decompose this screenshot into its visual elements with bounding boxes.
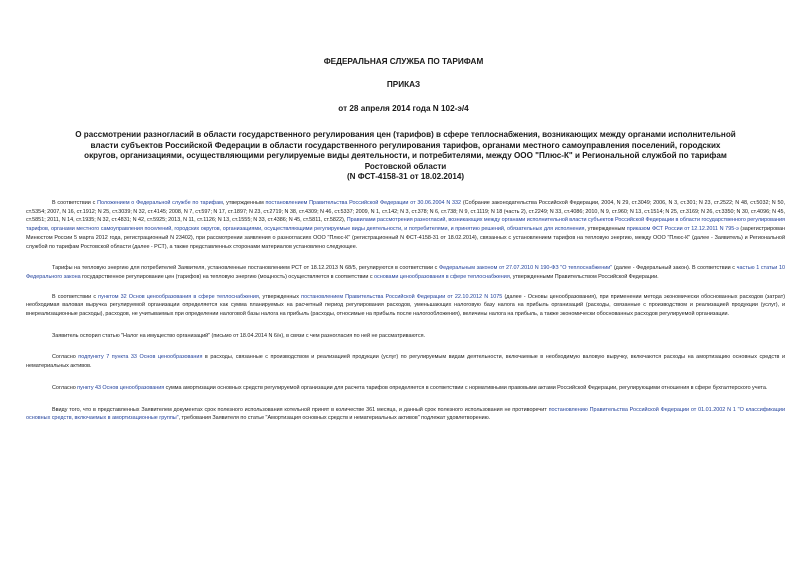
document-link[interactable]: пунктом 32 Основ ценообразования в сфере теплоснабжения (98, 293, 259, 300)
paragraph-text: Тарифы на тепловую энергию для потребителей Заявителя, установленные постановлением РСТ от 18.12.2013 N 68/5, регулируются в соответствии с (52, 265, 439, 272)
document-link[interactable]: Правилами рассмотрения разногласий, возникающих между органами исполнительной власти субъектов Российской Федерации в области государственного регулирования тарифов, органами местного самоуправления поселений, городских округов, организациями, осуществляющими регулируемые виды деятельности, и потребителями, и принятию решений, обязательных для исполнения (26, 217, 785, 233)
title-line: О рассмотрении разногласий в области государственного регулирования цен (тарифов) в сфере теплоснабжения, возникающих между органами исполнительной (75, 130, 736, 139)
title-line: Ростовской области (364, 161, 447, 171)
paragraph (26, 332, 785, 341)
title-line: (N ФСТ-4158-31 от 18.02.2014) (346, 172, 465, 182)
document-link[interactable]: основами ценообразования в сфере теплоснабжения (373, 273, 510, 280)
paragraph-text: в расходы, связанные с производством и реализацией продукции (услуг) по регулируемым видам деятельности, включаемые в необходимую валовую выручку, включаются расходы на амортизацию основных средств и нематериальных активов. (26, 354, 785, 370)
title-line: власти субъектов Российской Федерации в области государственного регулирования тарифов, органами местного самоуправления поселений, городских (90, 140, 721, 150)
paragraph-text: государственное регулирование цен (тарифов) на тепловую энергию (мощность) осуществляется в соответствии с (80, 273, 374, 280)
document-link[interactable]: пункту 43 Основ ценообразования (77, 384, 165, 391)
paragraph (26, 384, 785, 393)
paragraph-text: (далее - Федеральный закон). В соответствии с (612, 265, 737, 272)
document-link[interactable]: Положением о Федеральной службе по тарифам (97, 200, 223, 206)
paragraph-text: сумма амортизации основных средств регулируемой организации для расчета тарифов определяется в соответствии с нормативными правовыми актами Российской Федерации, регулирующими отношения в сфере бухгалтерского учета. (164, 384, 768, 391)
document-type-heading: ПРИКАЗ (386, 80, 421, 89)
paragraph-text: Согласно (52, 354, 79, 361)
title-line: округов, организациями, осуществляющими регулируемые виды деятельности, и потребителями, между ООО "Плюс-К" и Региональной службой по тарифам (84, 151, 727, 161)
paragraph-text: , утвержденным (584, 226, 627, 233)
agency-heading: ФЕДЕРАЛЬНАЯ СЛУЖБА ПО ТАРИФАМ (323, 57, 484, 66)
paragraph-text: Заявитель оспорил статью "Налог на имущество организаций" (письмо от 18.04.2014 N 6/н), в связи с чем разногласия по ней не рассматриваются. (52, 332, 426, 339)
paragraph-text: (Собрание законодательства Российской Федерации, 2004, N 29, ст.3049; 2006, N 3, ст.301; N 23, ст.2522; N 48, ст.5032; N 50, ст.5354; 2007, N 16, ст.1912; N 25, ст.3039; N 32, ст.4145; 2008, N 7, ст.597; N 17, ст.1897; N 23, ст.2719; N 38, ст.4309; N 46, ст.5337; 2009, N 1, ст.142; N 3, ст.378; N 6, ст.738; N 9, ст.1119; N 18 (часть 2), ст.2249; N 33, ст.4086; 2010, N 9, ст.960; N 13, ст.1514; N 25, ст.3169; N 26, ст.3350; N 30, ст.4096; N 45, ст.5851; 2011, N 14, ст.1935; N 32, ст.4831; N 42, ст.5925; 2013, N 11, ст.1126; N 13, ст.1555; N 33, ст.4386; N 45, ст.5811, ст.5822), (26, 200, 786, 224)
document-title (26, 130, 785, 183)
document-link[interactable]: постановлению Правительства Российской Федерации от 01.01.2002 N 1 "О классификации основных средств, включаемых в амортизационные группы" (26, 406, 785, 422)
paragraph-text: Согласно (52, 384, 78, 391)
document-link[interactable]: постановлением Правительства Российской Федерации от 22.10.2012 N 1075 (301, 293, 503, 300)
paragraph-text: В соответствии с (52, 200, 98, 206)
paragraph-text: , утвержденным (222, 200, 266, 206)
paragraph-text: , требования Заявителя по статье "Амортизация основных средств и нематериальных активов" подлежат удовлетворению. (178, 415, 491, 422)
document-link[interactable]: Федеральным законом от 27.07.2010 N 190-ФЗ "О теплоснабжении" (439, 265, 613, 272)
paragraph (26, 353, 785, 370)
document-link[interactable]: частью 1 статьи 10 Федерального закона (26, 265, 786, 280)
paragraph-text: (зарегистрирован Минюстом России 5 марта 2012 года, регистрационный N 23402), при рассмотрении заявления о разногласиях ООО "Плюс-К" (регистрационный N ФСТ-4158-31 от 18.02.2014), связанных с установлением тарифов на тепловую энергию, между ООО "Плюс-К" (далее - Заявитель) и Региональной службой по тарифам Ростовской области (далее - РСТ), а также представленных сторонами материалов установлено следующее. (26, 226, 785, 250)
document-link[interactable]: приказом ФСТ России от 12.12.2011 N 795-э (626, 226, 739, 233)
paragraph-text: В соответствии с (52, 293, 99, 300)
paragraph-text: Ввиду того, что в представленных Заявителем документах срок полезного использования котельной принят в количестве 361 месяца, и данный срок полезного использования не противоречит (52, 406, 549, 413)
paragraph-text: , утвержденными Правительством Российской Федерации. (509, 273, 659, 280)
document-date-number: от 28 апреля 2014 года N 102-э/4 (338, 104, 469, 113)
document-body (26, 199, 785, 436)
document-link[interactable]: подпункту 7 пункта 33 Основ ценообразования (78, 354, 203, 361)
document-link[interactable]: постановлением Правительства Российской Федерации от 30.06.2004 N 332 (265, 200, 462, 206)
paragraph (26, 293, 785, 319)
paragraph (26, 264, 785, 281)
paragraph (26, 406, 785, 423)
paragraph-text: (далее - Основы ценообразования), при применении метода экономически обоснованных расходов (затрат) необходимая валовая выручка регулируемой организации определяется как сумма планируемых на расчетный период регулирования расходов, уменьшающих налоговую базу налога на прибыль организаций (расходы, связанные с производством и реализацией продукции (услуг), и внереализационные расходы), расходов, не учитываемых при определении налоговой базы налога на прибыль (расходы, относимые на прибыль после налогообложения), величины налога на прибыль, а также экономически обоснованных расходов регулируемой организации. (26, 293, 786, 318)
paragraph (26, 199, 785, 251)
paragraph-text: , утвержденных (258, 293, 302, 300)
